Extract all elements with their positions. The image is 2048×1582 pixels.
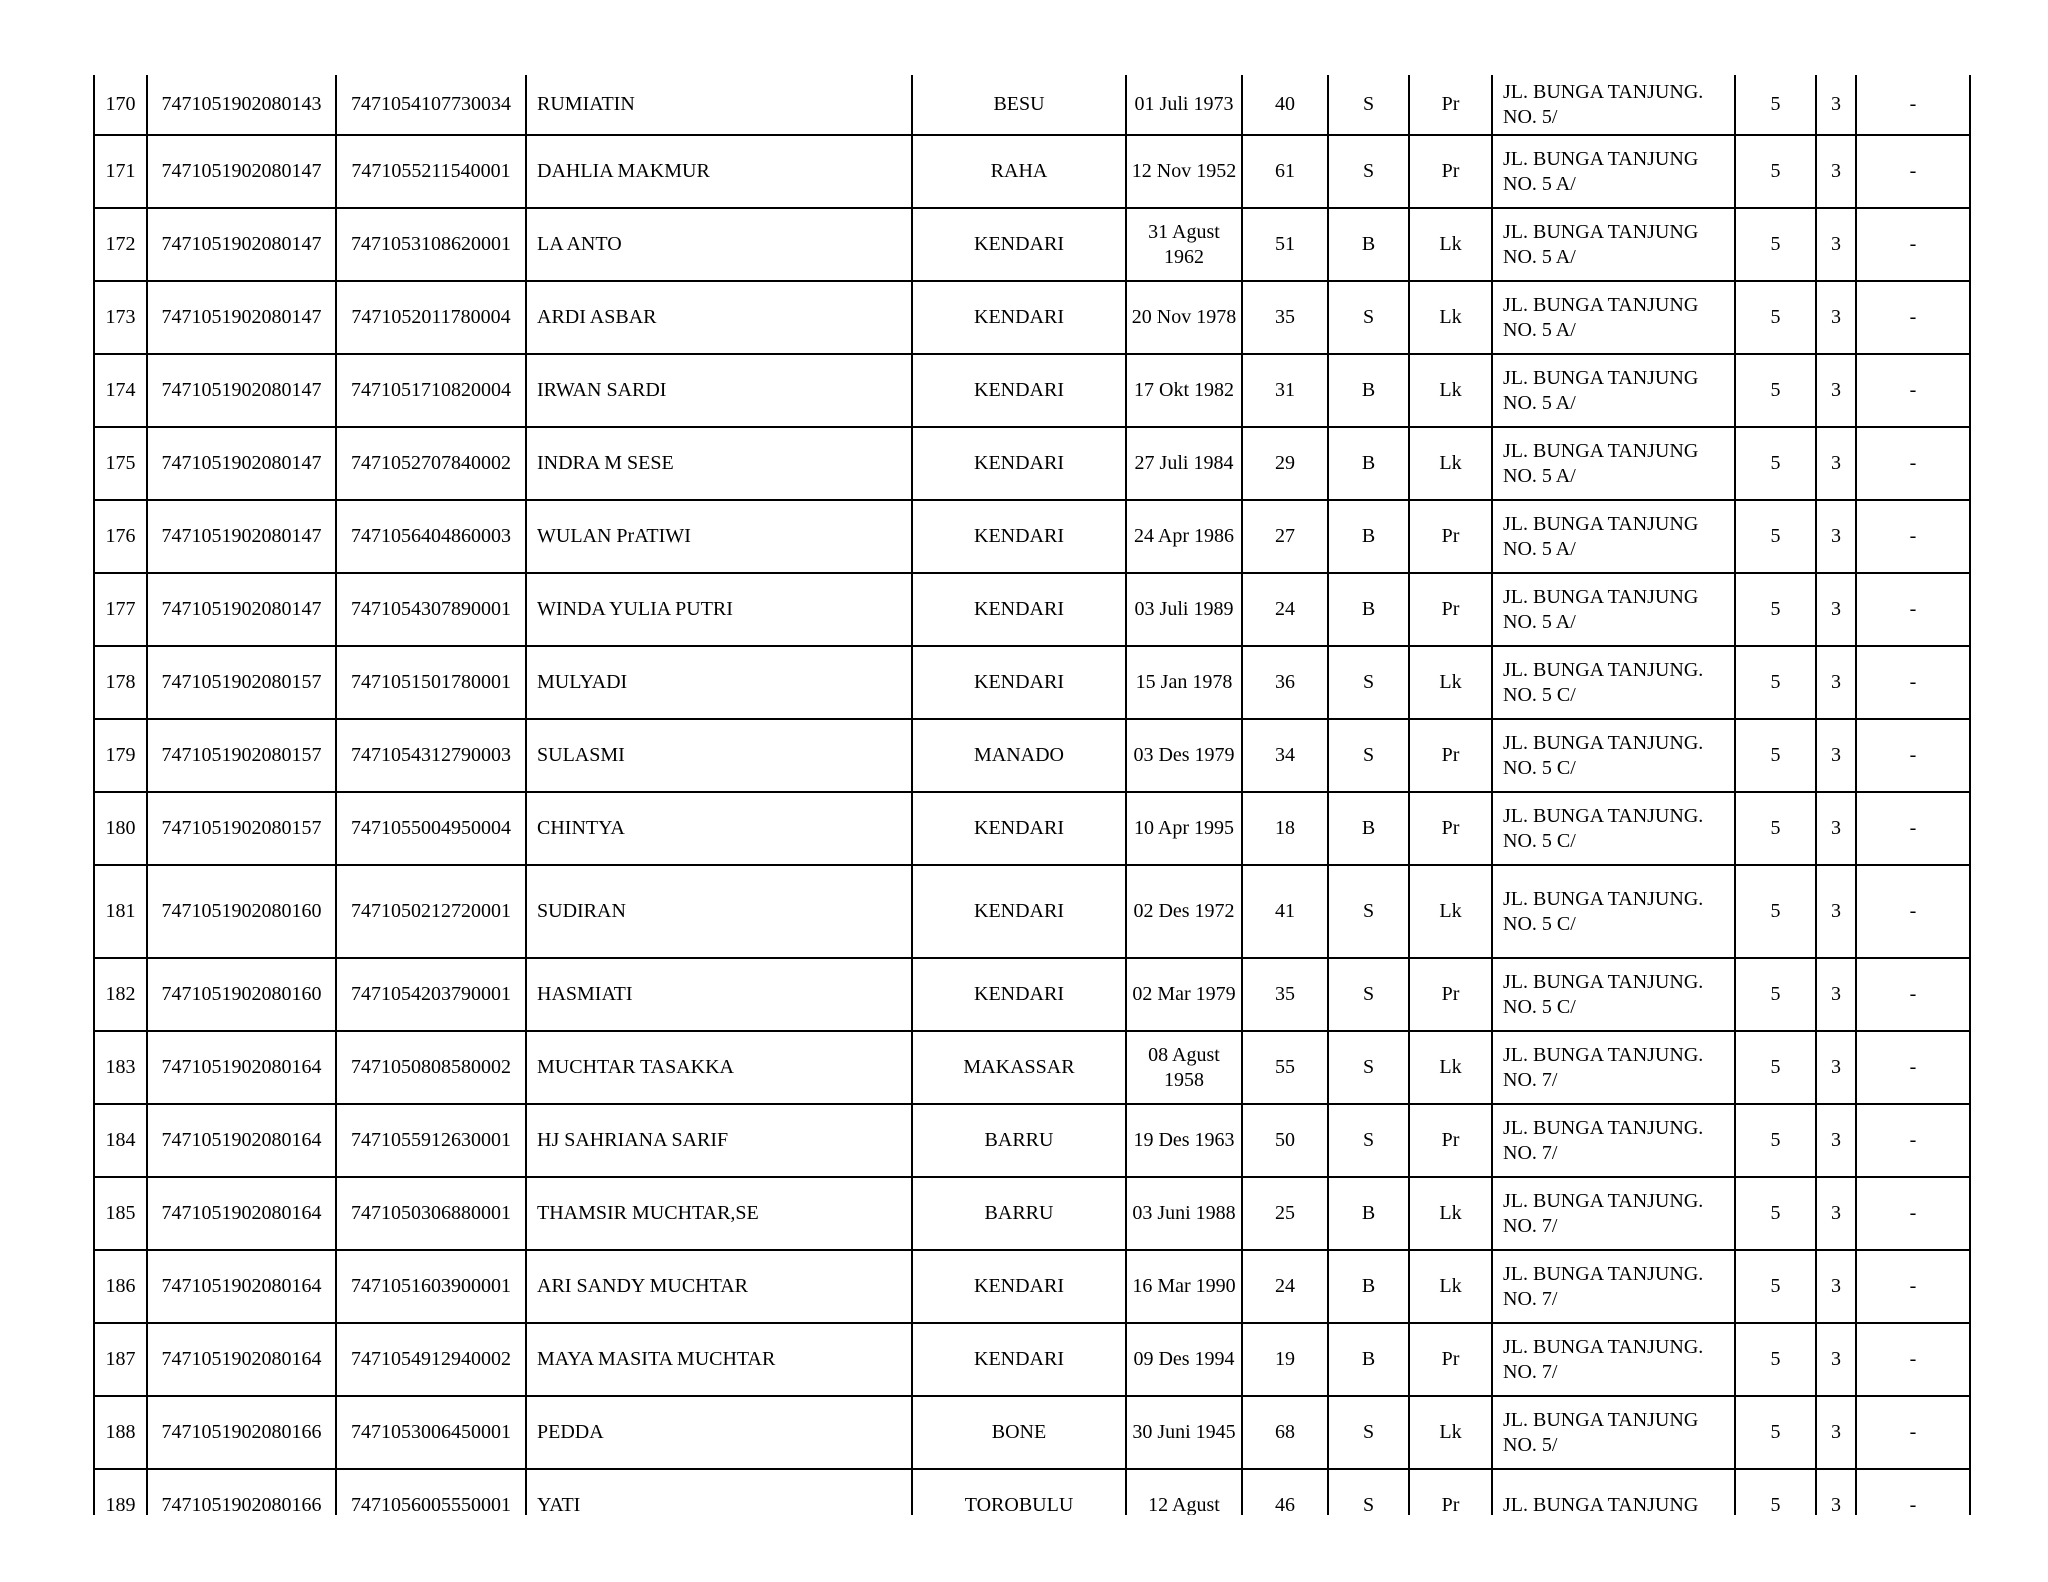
age-cell: 29 [1242,427,1328,500]
row-number-cell: 184 [95,1104,147,1177]
birthplace-cell: KENDARI [912,354,1126,427]
address-cell: JL. BUNGA TANJUNG. NO. 5 C/ [1492,792,1735,865]
rt-cell: 5 [1735,1396,1816,1469]
birthdate-cell: 20 Nov 1978 [1126,281,1242,354]
table-row [95,719,1969,792]
note-cell: - [1856,1104,1969,1177]
address-cell: JL. BUNGA TANJUNG NO. 5 A/ [1492,208,1735,281]
birthdate-cell: 03 Juli 1989 [1126,573,1242,646]
row-number-cell: 183 [95,1031,147,1104]
birthplace-cell: KENDARI [912,646,1126,719]
address-cell: JL. BUNGA TANJUNG. NO. 7/ [1492,1177,1735,1250]
row-number-cell: 179 [95,719,147,792]
name-cell: MUCHTAR TASAKKA [526,1031,912,1104]
nik-cell: 7471050212720001 [336,865,526,958]
gender-cell: Lk [1409,354,1492,427]
address-cell: JL. BUNGA TANJUNG. NO. 5 C/ [1492,719,1735,792]
row-number-cell: 176 [95,500,147,573]
note-cell: - [1856,354,1969,427]
birthdate-cell: 17 Okt 1982 [1126,354,1242,427]
family-card-number-cell: 7471051902080147 [147,427,336,500]
age-cell: 25 [1242,1177,1328,1250]
name-cell: MAYA MASITA MUCHTAR [526,1323,912,1396]
nik-cell: 7471056005550001 [336,1469,526,1515]
nik-cell: 7471052011780004 [336,281,526,354]
marital-status-cell: S [1328,1469,1409,1515]
age-cell: 36 [1242,646,1328,719]
family-card-number-cell: 7471051902080147 [147,354,336,427]
rt-cell: 5 [1735,1031,1816,1104]
rw-cell: 3 [1816,1396,1856,1469]
row-number-cell: 175 [95,427,147,500]
gender-cell: Pr [1409,1469,1492,1515]
note-cell: - [1856,719,1969,792]
address-cell: JL. BUNGA TANJUNG. NO. 5 C/ [1492,958,1735,1031]
rt-cell: 5 [1735,427,1816,500]
family-card-number-cell: 7471051902080164 [147,1250,336,1323]
family-card-number-cell: 7471051902080147 [147,500,336,573]
birthdate-cell: 01 Juli 1973 [1126,75,1242,135]
birthplace-cell: KENDARI [912,1323,1126,1396]
rw-cell: 3 [1816,1250,1856,1323]
note-cell: - [1856,958,1969,1031]
birthplace-cell: KENDARI [912,573,1126,646]
family-card-number-cell: 7471051902080157 [147,646,336,719]
note-cell: - [1856,792,1969,865]
birthdate-cell: 24 Apr 1986 [1126,500,1242,573]
family-card-number-cell: 7471051902080164 [147,1323,336,1396]
age-cell: 19 [1242,1323,1328,1396]
name-cell: SUDIRAN [526,865,912,958]
gender-cell: Lk [1409,1396,1492,1469]
nik-cell: 7471055004950004 [336,792,526,865]
birthdate-cell: 19 Des 1963 [1126,1104,1242,1177]
birthdate-cell: 30 Juni 1945 [1126,1396,1242,1469]
table-row [95,646,1969,719]
marital-status-cell: B [1328,792,1409,865]
note-cell: - [1856,1177,1969,1250]
row-number-cell: 170 [95,75,147,135]
birthplace-cell: TOROBULU [912,1469,1126,1515]
nik-cell: 7471053108620001 [336,208,526,281]
rw-cell: 3 [1816,792,1856,865]
name-cell: ARI SANDY MUCHTAR [526,1250,912,1323]
rt-cell: 5 [1735,135,1816,208]
rt-cell: 5 [1735,1323,1816,1396]
name-cell: LA ANTO [526,208,912,281]
family-card-number-cell: 7471051902080147 [147,208,336,281]
gender-cell: Lk [1409,208,1492,281]
marital-status-cell: B [1328,208,1409,281]
age-cell: 50 [1242,1104,1328,1177]
age-cell: 31 [1242,354,1328,427]
note-cell: - [1856,208,1969,281]
birthplace-cell: RAHA [912,135,1126,208]
age-cell: 41 [1242,865,1328,958]
birthplace-cell: KENDARI [912,958,1126,1031]
marital-status-cell: B [1328,1250,1409,1323]
name-cell: INDRA M SESE [526,427,912,500]
marital-status-cell: B [1328,354,1409,427]
marital-status-cell: B [1328,500,1409,573]
note-cell: - [1856,75,1969,135]
family-card-number-cell: 7471051902080157 [147,719,336,792]
birthdate-cell: 03 Des 1979 [1126,719,1242,792]
birthplace-cell: KENDARI [912,1250,1126,1323]
table-row [95,75,1969,135]
birthdate-cell: 12 Nov 1952 [1126,135,1242,208]
family-card-number-cell: 7471051902080147 [147,573,336,646]
name-cell: ARDI ASBAR [526,281,912,354]
name-cell: WULAN PrATIWI [526,500,912,573]
rt-cell: 5 [1735,500,1816,573]
rt-cell: 5 [1735,646,1816,719]
name-cell: RUMIATIN [526,75,912,135]
address-cell: JL. BUNGA TANJUNG NO. 5 A/ [1492,135,1735,208]
birthplace-cell: MAKASSAR [912,1031,1126,1104]
age-cell: 46 [1242,1469,1328,1515]
table-body [95,75,1969,1515]
birthdate-cell: 27 Juli 1984 [1126,427,1242,500]
name-cell: DAHLIA MAKMUR [526,135,912,208]
birthplace-cell: KENDARI [912,208,1126,281]
marital-status-cell: S [1328,1104,1409,1177]
table-row [95,573,1969,646]
row-number-cell: 173 [95,281,147,354]
note-cell: - [1856,1250,1969,1323]
family-card-number-cell: 7471051902080157 [147,792,336,865]
name-cell: IRWAN SARDI [526,354,912,427]
gender-cell: Lk [1409,1250,1492,1323]
family-card-number-cell: 7471051902080164 [147,1031,336,1104]
rt-cell: 5 [1735,281,1816,354]
note-cell: - [1856,1396,1969,1469]
rw-cell: 3 [1816,865,1856,958]
nik-cell: 7471053006450001 [336,1396,526,1469]
birthdate-cell: 02 Des 1972 [1126,865,1242,958]
family-card-number-cell: 7471051902080143 [147,75,336,135]
row-number-cell: 188 [95,1396,147,1469]
note-cell: - [1856,573,1969,646]
age-cell: 35 [1242,958,1328,1031]
age-cell: 40 [1242,75,1328,135]
marital-status-cell: S [1328,1031,1409,1104]
address-cell: JL. BUNGA TANJUNG. NO. 5/ [1492,75,1735,135]
age-cell: 24 [1242,1250,1328,1323]
gender-cell: Lk [1409,1177,1492,1250]
birthplace-cell: KENDARI [912,500,1126,573]
marital-status-cell: S [1328,865,1409,958]
row-number-cell: 180 [95,792,147,865]
row-number-cell: 181 [95,865,147,958]
table-row [95,1104,1969,1177]
address-cell: JL. BUNGA TANJUNG. NO. 7/ [1492,1323,1735,1396]
table-row [95,865,1969,958]
birthplace-cell: BESU [912,75,1126,135]
rw-cell: 3 [1816,958,1856,1031]
address-cell: JL. BUNGA TANJUNG NO. 5 A/ [1492,281,1735,354]
nik-cell: 7471050306880001 [336,1177,526,1250]
rw-cell: 3 [1816,500,1856,573]
gender-cell: Pr [1409,135,1492,208]
rw-cell: 3 [1816,427,1856,500]
row-number-cell: 174 [95,354,147,427]
gender-cell: Pr [1409,573,1492,646]
rw-cell: 3 [1816,646,1856,719]
table-row [95,958,1969,1031]
table-row [95,427,1969,500]
table-row [95,1396,1969,1469]
birthdate-cell: 12 Agust [1126,1469,1242,1515]
note-cell: - [1856,646,1969,719]
birthdate-cell: 03 Juni 1988 [1126,1177,1242,1250]
gender-cell: Pr [1409,792,1492,865]
rt-cell: 5 [1735,354,1816,427]
marital-status-cell: S [1328,75,1409,135]
birthplace-cell: BONE [912,1396,1126,1469]
table-row [95,1031,1969,1104]
family-card-number-cell: 7471051902080166 [147,1396,336,1469]
table-row [95,354,1969,427]
nik-cell: 7471054312790003 [336,719,526,792]
name-cell: CHINTYA [526,792,912,865]
address-cell: JL. BUNGA TANJUNG [1492,1469,1735,1515]
family-card-number-cell: 7471051902080166 [147,1469,336,1515]
gender-cell: Lk [1409,281,1492,354]
note-cell: - [1856,500,1969,573]
note-cell: - [1856,1469,1969,1515]
rt-cell: 5 [1735,1177,1816,1250]
nik-cell: 7471052707840002 [336,427,526,500]
address-cell: JL. BUNGA TANJUNG. NO. 7/ [1492,1104,1735,1177]
birthplace-cell: KENDARI [912,865,1126,958]
birthplace-cell: MANADO [912,719,1126,792]
rw-cell: 3 [1816,1031,1856,1104]
gender-cell: Pr [1409,719,1492,792]
table-row [95,208,1969,281]
nik-cell: 7471050808580002 [336,1031,526,1104]
rt-cell: 5 [1735,719,1816,792]
table-row [95,1323,1969,1396]
rw-cell: 3 [1816,281,1856,354]
row-number-cell: 189 [95,1469,147,1515]
rt-cell: 5 [1735,208,1816,281]
address-cell: JL. BUNGA TANJUNG. NO. 5 C/ [1492,646,1735,719]
birthplace-cell: BARRU [912,1177,1126,1250]
age-cell: 51 [1242,208,1328,281]
age-cell: 18 [1242,792,1328,865]
address-cell: JL. BUNGA TANJUNG NO. 5 A/ [1492,427,1735,500]
gender-cell: Pr [1409,75,1492,135]
rt-cell: 5 [1735,1104,1816,1177]
marital-status-cell: B [1328,427,1409,500]
address-cell: JL. BUNGA TANJUNG. NO. 7/ [1492,1031,1735,1104]
nik-cell: 7471054307890001 [336,573,526,646]
birthdate-cell: 10 Apr 1995 [1126,792,1242,865]
age-cell: 68 [1242,1396,1328,1469]
name-cell: SULASMI [526,719,912,792]
note-cell: - [1856,427,1969,500]
rw-cell: 3 [1816,1104,1856,1177]
nik-cell: 7471056404860003 [336,500,526,573]
age-cell: 24 [1242,573,1328,646]
name-cell: WINDA YULIA PUTRI [526,573,912,646]
name-cell: HJ SAHRIANA SARIF [526,1104,912,1177]
address-cell: JL. BUNGA TANJUNG NO. 5 A/ [1492,573,1735,646]
rt-cell: 5 [1735,1250,1816,1323]
marital-status-cell: S [1328,281,1409,354]
rw-cell: 3 [1816,1469,1856,1515]
table-row [95,500,1969,573]
rw-cell: 3 [1816,1323,1856,1396]
rw-cell: 3 [1816,354,1856,427]
marital-status-cell: S [1328,958,1409,1031]
row-number-cell: 177 [95,573,147,646]
family-card-number-cell: 7471051902080164 [147,1177,336,1250]
marital-status-cell: S [1328,1396,1409,1469]
table-row [95,1177,1969,1250]
address-cell: JL. BUNGA TANJUNG. NO. 5 C/ [1492,865,1735,958]
table-row [95,135,1969,208]
birthdate-cell: 15 Jan 1978 [1126,646,1242,719]
table-row [95,1250,1969,1323]
name-cell: MULYADI [526,646,912,719]
address-cell: JL. BUNGA TANJUNG. NO. 7/ [1492,1250,1735,1323]
gender-cell: Pr [1409,958,1492,1031]
age-cell: 27 [1242,500,1328,573]
row-number-cell: 187 [95,1323,147,1396]
table-row [95,281,1969,354]
nik-cell: 7471054912940002 [336,1323,526,1396]
rt-cell: 5 [1735,958,1816,1031]
note-cell: - [1856,281,1969,354]
birthplace-cell: KENDARI [912,281,1126,354]
rt-cell: 5 [1735,573,1816,646]
nik-cell: 7471055211540001 [336,135,526,208]
table-row [95,1469,1969,1515]
population-table [93,75,1971,1515]
marital-status-cell: S [1328,719,1409,792]
name-cell: HASMIATI [526,958,912,1031]
rw-cell: 3 [1816,573,1856,646]
age-cell: 34 [1242,719,1328,792]
nik-cell: 7471054203790001 [336,958,526,1031]
name-cell: YATI [526,1469,912,1515]
gender-cell: Pr [1409,1104,1492,1177]
gender-cell: Lk [1409,1031,1492,1104]
family-card-number-cell: 7471051902080164 [147,1104,336,1177]
birthdate-cell: 31 Agust 1962 [1126,208,1242,281]
nik-cell: 7471054107730034 [336,75,526,135]
gender-cell: Lk [1409,865,1492,958]
marital-status-cell: B [1328,573,1409,646]
address-cell: JL. BUNGA TANJUNG NO. 5 A/ [1492,354,1735,427]
age-cell: 35 [1242,281,1328,354]
note-cell: - [1856,1323,1969,1396]
gender-cell: Pr [1409,1323,1492,1396]
note-cell: - [1856,1031,1969,1104]
rt-cell: 5 [1735,865,1816,958]
note-cell: - [1856,135,1969,208]
birthplace-cell: BARRU [912,1104,1126,1177]
row-number-cell: 182 [95,958,147,1031]
birthdate-cell: 16 Mar 1990 [1126,1250,1242,1323]
address-cell: JL. BUNGA TANJUNG NO. 5/ [1492,1396,1735,1469]
family-card-number-cell: 7471051902080147 [147,135,336,208]
row-number-cell: 178 [95,646,147,719]
gender-cell: Lk [1409,646,1492,719]
rt-cell: 5 [1735,75,1816,135]
family-card-number-cell: 7471051902080160 [147,958,336,1031]
marital-status-cell: S [1328,646,1409,719]
gender-cell: Pr [1409,500,1492,573]
birthdate-cell: 02 Mar 1979 [1126,958,1242,1031]
birthdate-cell: 09 Des 1994 [1126,1323,1242,1396]
nik-cell: 7471051710820004 [336,354,526,427]
nik-cell: 7471051603900001 [336,1250,526,1323]
row-number-cell: 185 [95,1177,147,1250]
rw-cell: 3 [1816,1177,1856,1250]
rw-cell: 3 [1816,719,1856,792]
marital-status-cell: B [1328,1177,1409,1250]
row-number-cell: 171 [95,135,147,208]
row-number-cell: 172 [95,208,147,281]
rw-cell: 3 [1816,208,1856,281]
address-cell: JL. BUNGA TANJUNG NO. 5 A/ [1492,500,1735,573]
birthplace-cell: KENDARI [912,427,1126,500]
nik-cell: 7471051501780001 [336,646,526,719]
family-card-number-cell: 7471051902080147 [147,281,336,354]
note-cell: - [1856,865,1969,958]
name-cell: PEDDA [526,1396,912,1469]
age-cell: 55 [1242,1031,1328,1104]
rt-cell: 5 [1735,792,1816,865]
family-card-number-cell: 7471051902080160 [147,865,336,958]
rw-cell: 3 [1816,75,1856,135]
marital-status-cell: B [1328,1323,1409,1396]
birthdate-cell: 08 Agust 1958 [1126,1031,1242,1104]
nik-cell: 7471055912630001 [336,1104,526,1177]
birthplace-cell: KENDARI [912,792,1126,865]
row-number-cell: 186 [95,1250,147,1323]
rw-cell: 3 [1816,135,1856,208]
gender-cell: Lk [1409,427,1492,500]
table-row [95,792,1969,865]
rt-cell: 5 [1735,1469,1816,1515]
marital-status-cell: S [1328,135,1409,208]
name-cell: THAMSIR MUCHTAR,SE [526,1177,912,1250]
age-cell: 61 [1242,135,1328,208]
